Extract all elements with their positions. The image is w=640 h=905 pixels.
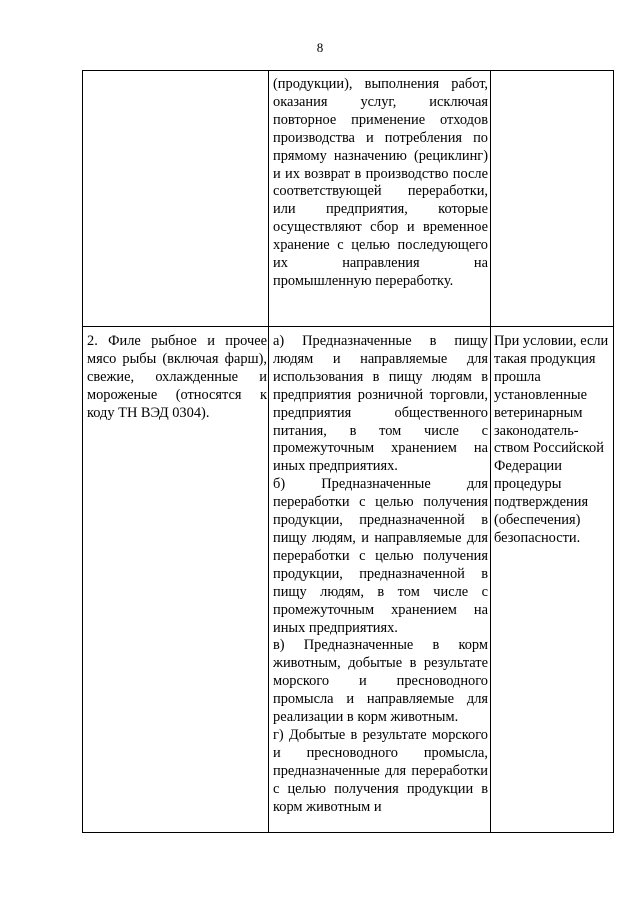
table-left-border	[82, 70, 83, 833]
page-number: 8	[316, 40, 324, 55]
table-bottom-border	[82, 832, 614, 833]
table-right-border	[613, 70, 614, 833]
row2-purpose-cell	[273, 333, 488, 816]
purpose-paragraph-c: в) Предназначенные в корм животным, добытые в результате морского и пресноводного промысла и направляемые для реализации в корм животным.	[273, 637, 488, 726]
row2-product-cell: 2. Филе рыбное и прочее мясо рыбы (включая фарш), свежие, охлажденные и мороженые (относятся к коду ТН ВЭД 0304).	[87, 333, 267, 421]
table-top-border	[82, 70, 614, 71]
purpose-paragraph-a: а) Предназначенные в пищу людям и направляемые для использования в пищу людям в предприятия розничной торговли, предприятия общественного питания, в том числе с промежуточным хранением на иных предприятиях.	[273, 333, 488, 475]
column-divider-1	[268, 70, 269, 833]
row1-purpose-cell: (продукции), выполнения работ, оказания услуг, исключая повторное применение отходов производства и потребления по прямому назначению (рециклинг) и их возврат в производство после соответствующей переработки, или предприятия, которые осуществляют сбор и временное хранение с целью последующего их направления на промышленную переработку.	[273, 76, 488, 289]
row2-condition-cell: При условии, если такая продукция прошла установленные ветеринарным законодатель-ством Российской Федерации процедуры подтверждения (обеспечения) безопасности.	[494, 333, 609, 546]
purpose-paragraph-b: б) Предназначенные для переработки с целью получения продукции, предназначенной в пищу людям, и направляемые для переработки с целью получения продукции, предназначенной в пищу людям, в том числе с промежуточным хранением на иных предприятиях.	[273, 476, 488, 636]
row-divider	[82, 326, 614, 327]
column-divider-2	[490, 70, 491, 833]
purpose-paragraph-d: г) Добытые в результате морского и пресноводного промысла, предназначенные для переработки с целью получения продукции в корм животным и	[273, 726, 488, 815]
